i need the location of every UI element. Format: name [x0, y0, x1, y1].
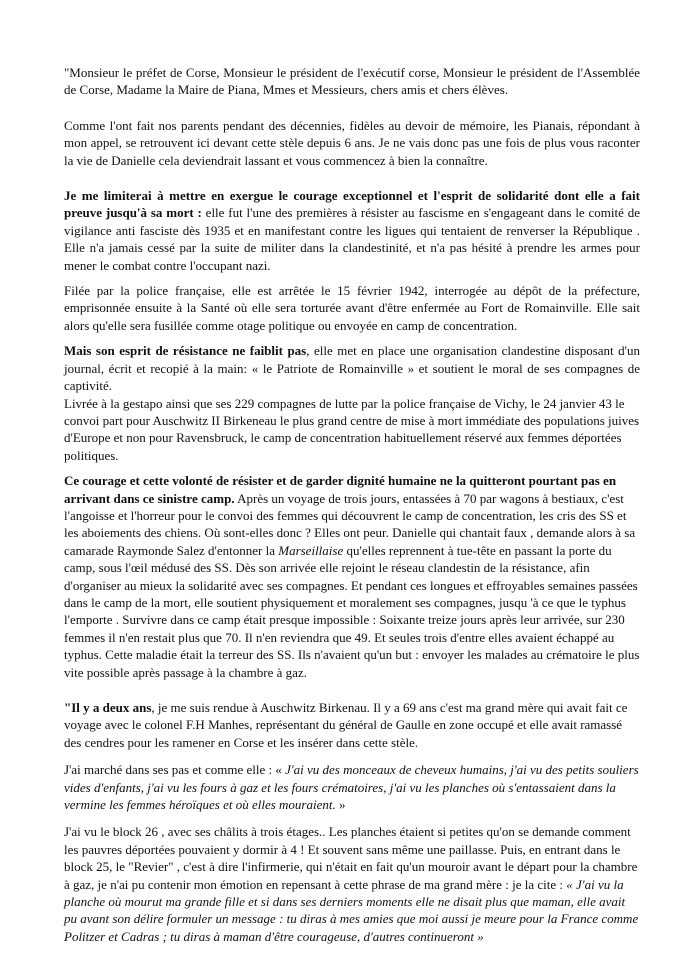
- paragraph-text: elle fut l'une des premières à résister au fascisme en s'engageant dans le comité de vigilance anti fasciste dès 1935 et en manifestant contre les ligues qui tentaient de renverser la République . Elle n'a jamais cessé par la suite de militer dans la clandestinité, et n'a pas hésité à prendre les armes pour mener le combat contre l'occupant nazi.: [64, 205, 640, 273]
- paragraph-courage: [64, 187, 640, 274]
- paragraph-text: , je me suis rendue à Auschwitz Birkenau. Il y a 69 ans c'est ma grand mère qui avait fait ce voyage avec le colonel F.H Manhes, représentant du général de Gaulle en zone occupé et elle avait ramassé des cendres pour les ramener en Corse et les insérer dans cette stèle.: [64, 700, 628, 750]
- paragraph-text: »: [335, 797, 346, 813]
- paragraph-text: "Monsieur le préfet de Corse, Monsieur le président de l'exécutif corse, Monsieur le président de l'Assemblée de Corse, Madame la Maire de Piana, Mmes et Messieurs, chers amis et chers élèves.: [64, 65, 640, 98]
- paragraph-visit: [64, 699, 640, 751]
- emphasis-text: Je me limiterai à mettre en exergue le courage exceptionnel et l'esprit de solidarité dont elle a fait preuve jusqu'à sa mort :: [64, 188, 640, 221]
- paragraph-text: qu'elles reprennent à tue-tête en passant la porte du camp, sous l'œil médusé des SS. Dès son arrivée elle rejoint le réseau clandestin de la résistance, afin d'organiser au mieux la solidarité avec ses compagnes. Et pendant ces longues et effroyables semaines passées dans le camp de la mort, elle soutient physiquement et moralement ses compagnes, jusqu 'à ce que le typhus l'emporte . Survivre dans ce camp était presque impossible : Soixante treize jours après leur arrivée, sur 230 femmes il n'en restait plus que 70. Il n'en reviendra que 49. Et seules trois d'entre elles avaient échappé au typhus. Cette maladie était la terreur des SS. Ils n'avaient qu'un but : envoyer les malades au crématoire le plus vite possible après passage à la chambre à gaz.: [64, 542, 640, 680]
- paragraph-salutation: [64, 64, 640, 99]
- italic-text: J'ai vu des monceaux de cheveux humains, j'ai vu des petits souliers vides d'enfants, j'ai vu les fours à gaz et les fours crématoires, j'ai vu les planches où s'entassaient dans la vermine les femmes héroïques et où elles mouraient.: [64, 762, 639, 813]
- paragraph-text: Comme l'ont fait nos parents pendant des décennies, fidèles au devoir de mémoire, les Pianais, répondant à mon appel, se retrouvent ici devant cette stèle depuis 6 ans. Je ne vais donc pas une fois de plus vous raconter la vie de Danielle cela deviendrait lassant et vous commencez à bien la connaître.: [64, 117, 640, 168]
- paragraph-text: Filée par la police française, elle est arrêtée le 15 février 1942, interrogée au dépôt de la préfecture, emprisonnée ensuite à la Santé où elle sera torturée avant d'être enfermée au Fort de Romainville. Elle sait alors qu'elle sera fusillée comme otage politique ou envoyée en camp de concentration.: [64, 283, 640, 333]
- paragraph-text: J'ai marché dans ses pas et comme elle : «: [64, 762, 286, 778]
- paragraph-block: [64, 823, 640, 945]
- emphasis-text: Mais son esprit de résistance ne faiblit pas: [64, 343, 307, 359]
- paragraph-convoy: [64, 395, 640, 465]
- paragraph-text: Après un voyage de trois jours, entassées à 70 par wagons à bestiaux, c'est l'angoisse et l'horreur pour le convoi des femmes qui découvrent le camp de concentration, les cris des SS et les aboiements des chiens. Où sont-elles donc ? Elles ont peur. Danielle qui chantait faux , demande alors à sa camarade Raymonde Salez d'entonner la: [64, 490, 636, 558]
- paragraph-resistance: [64, 342, 640, 394]
- paragraph-quote: [64, 761, 640, 813]
- italic-text: Marseillaise: [278, 542, 344, 558]
- emphasis-text: Ce courage et cette volonté de résister et de garder dignité humaine ne la quitteront pourtant pas en arrivant dans ce sinistre camp.: [64, 473, 617, 506]
- italic-text: « J'ai vu la planche où mourut ma grande fille et si dans ses derniers moments elle ne disait plus que maman, elle avait pu avant son délire formuler un message : tu diras à mes amies que moi aussi je meure pour la France comme Politzer et Cadras ; tu diras à maman d'être courageuse, d'autres continueront »: [64, 876, 639, 944]
- paragraph-text: Livrée à la gestapo ainsi que ses 229 compagnes de lutte par la police française de Vichy, le 24 janvier 43 le convoi part pour Auschwitz II Birkeneau le plus grand centre de mise à mort immédiate des populations juives d'Europe et non pour Ravensbruck, le camp de concentration habituellement réservé aux femmes déportées politiques.: [64, 395, 640, 463]
- emphasis-text: "Il y a deux ans: [64, 700, 152, 715]
- paragraph-camp: [64, 472, 640, 681]
- paragraph-arrest: [64, 282, 640, 334]
- paragraph-text: J'ai vu le block 26 , avec ses châlits à trois étages.. Les planches étaient si petites qu'on se demande comment les pauvres déportées pouvaient y dormir à 4 ! Et souvent sans même une paillasse. Puis, en entrant dans le block 25, le "Revier" , c'est à dire l'infirmerie, qui n'était en fait qu'un mouroir avant le départ pour la chambre à gaz, je n'ai pu contenir mon émotion en repensant à cette phrase de ma grand mère : je la cite :: [64, 824, 638, 892]
- paragraph-intro: [64, 117, 640, 169]
- paragraph-text: , elle met en place une organisation clandestine disposant d'un journal, écrit et recopié à la main: « le Patriote de Romainville » et soutient le moral de ses compagnes de captivité.: [64, 343, 640, 394]
